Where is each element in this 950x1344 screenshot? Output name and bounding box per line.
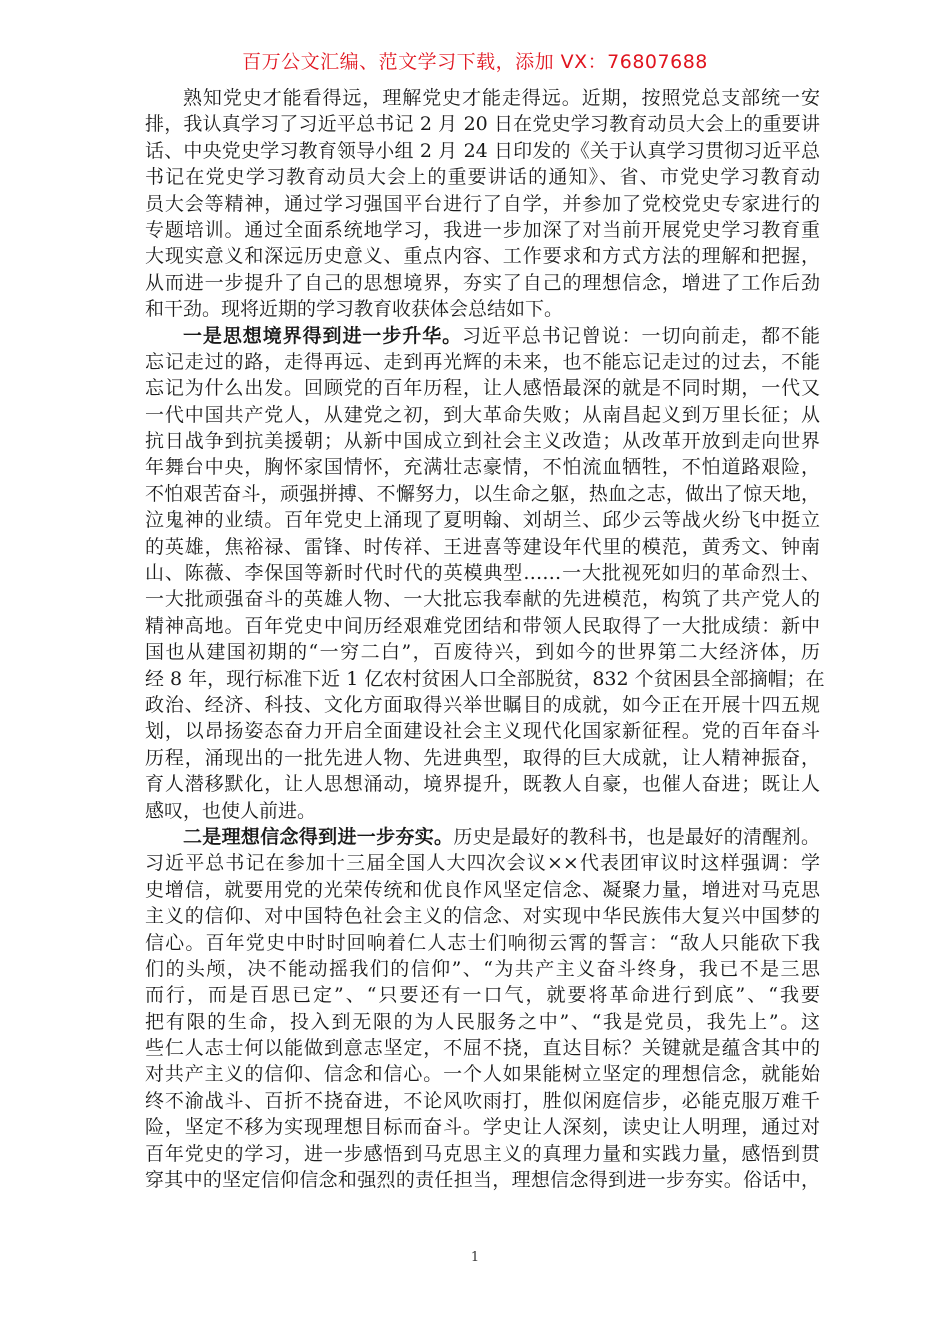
line-text: 从而进一步提升了自己的思想境界，夯实了自己的理想信念，增进了工作后劲 [145, 271, 820, 294]
line-text: 主义的信仰、对中国特色社会主义的信念、对实现中华民族伟大复兴中国梦的 [145, 905, 820, 928]
text-line [145, 1167, 820, 1193]
line-text: 抗日战争到抗美援朝；从新中国成立到社会主义改造；从改革开放到走向世界 [145, 430, 820, 453]
line-text: 不怕艰苦奋斗，顽强拼搏、不懈努力，以生命之躯，热血之志，做出了惊天地， [145, 482, 820, 505]
text-line [145, 164, 820, 190]
line-text: 习近平总书记在参加十三届全国人大四次会议××代表团审议时这样强调：学 [145, 852, 820, 875]
text-line [145, 1114, 820, 1140]
page-number: 1 [470, 1250, 480, 1265]
line-text: 大现实意义和深远历史意义、重点内容、工作要求和方式方法的理解和把握， [145, 245, 820, 268]
line-text: 习近平总书记曾说：一切向前走，都不能 [462, 324, 820, 347]
line-text: 书记在党史学习教育动员大会上的重要讲话的通知》、省、市党史学习教育动 [145, 166, 820, 189]
text-line [145, 560, 820, 586]
text-line [145, 982, 820, 1008]
line-text: 忘记为什么出发。回顾党的百年历程，让人感悟最深的就是不同时期，一代又 [145, 377, 820, 400]
line-text: 险，坚定不移为实现理想目标而奋斗。学史让人深刻，读史让人明理，通过对 [145, 1116, 820, 1139]
paragraph [145, 824, 820, 1193]
line-text: 划，以昂扬姿态奋力开启全面建设社会主义现代化国家新征程。党的百年奋斗 [145, 720, 820, 743]
line-text: 员大会等精神，通过学习强国平台进行了自学，并参加了党校党史专家进行的 [145, 192, 820, 215]
line-text: 排，我认真学习了习近平总书记 2 月 20 日在党史学习教育动员大会上的重要讲 [145, 113, 820, 136]
text-line [145, 1061, 820, 1087]
line-text: 政治、经济、科技、文化方面取得兴举世瞩目的成就，如今正在开展十四五规 [145, 693, 820, 716]
line-text: 年舞台中央，胸怀家国情怀，充满壮志豪情，不怕流血牺牲，不怕道路艰险， [145, 456, 820, 479]
line-text: 国也从建国初期的“一穷二白”，百废待兴，到如今的世界第二大经济体，历 [145, 641, 820, 664]
line-text: 话、中央党史学习教育领导小组 2 月 24 日印发的《关于认真学习贯彻习近平总 [145, 139, 820, 162]
text-line [145, 877, 820, 903]
text-line [145, 375, 820, 401]
text-line [145, 1035, 820, 1061]
text-line [145, 270, 820, 296]
line-text: 穿其中的坚定信仰信念和强烈的责任担当，理想信念得到进一步夯实。俗话中， [145, 1169, 820, 1192]
text-line [145, 613, 820, 639]
line-text: 忘记走过的路，走得再远、走到再光辉的未来，也不能忘记走过的过去，不能 [145, 350, 820, 373]
line-text: 而行，而是百思已定”、“只要还有一口气，就要将革命进行到底”、“我要 [145, 984, 820, 1007]
line-text: 山、陈薇、李保国等新时代时代的英模典型……一大批视死如归的革命烈士、 [145, 562, 820, 585]
text-line [145, 402, 820, 428]
line-text: 终不渝战斗、百折不挠奋进，不论风吹雨打，胜似闲庭信步，必能克服万难千 [145, 1089, 820, 1112]
text-line [145, 217, 820, 243]
line-text: 经 8 年，现行标准下近 1 亿农村贫困人口全部脱贫，832 个贫困县全部摘帽；在 [145, 667, 825, 690]
text-line [145, 1088, 820, 1114]
line-text: 历史是最好的教科书，也是最好的清醒剂。 [453, 825, 820, 848]
text-line [145, 1141, 820, 1167]
line-text: 精神高地。百年党史中间历经艰难党团结和带领人民取得了一大批成绩：新中 [145, 614, 820, 637]
line-text: 感叹，也使人前进。 [145, 799, 317, 822]
text-line [145, 956, 820, 982]
section-lead: 一是思想境界得到进一步升华。 [183, 324, 463, 347]
text-line [145, 850, 820, 876]
text-line [145, 771, 820, 797]
paragraph [145, 85, 820, 323]
line-text: 一代中国共产党人，从建党之初，到大革命失败；从南昌起义到万里长征；从 [145, 403, 820, 426]
line-text: 和干劲。现将近期的学习教育收获体会总结如下。 [145, 298, 564, 321]
text-line [145, 1009, 820, 1035]
text-line [145, 323, 820, 349]
text-line [145, 296, 820, 322]
document-body [145, 85, 825, 1193]
watermark-header: 百万公文汇编、范文学习下载，添加 VX：76807688 [242, 51, 708, 73]
line-text: 些仁人志士何以能做到意志坚定，不屈不挠，直达目标？关键就是蕴含其中的 [145, 1037, 820, 1060]
text-line [145, 718, 820, 744]
text-line [145, 903, 820, 929]
section-lead: 二是理想信念得到进一步夯实。 [183, 825, 454, 848]
text-line [145, 745, 820, 771]
text-line [145, 349, 820, 375]
text-line [145, 666, 825, 692]
line-text: 对共产主义的信仰、信念和信心。一个人如果能树立坚定的理想信念，就能始 [145, 1063, 820, 1086]
text-line [145, 534, 820, 560]
line-text: 们的头颅，决不能动摇我们的信仰”、“为共产主义奋斗终身，我已不是三思 [145, 957, 820, 980]
text-line [145, 798, 820, 824]
line-text: 的英雄，焦裕禄、雷锋、时传祥、王进喜等建设年代里的模范，黄秀文、钟南 [145, 535, 820, 558]
text-line [145, 243, 820, 269]
line-text: 百年党史的学习，进一步感悟到马克思主义的真理力量和实践力量，感悟到贯 [145, 1142, 820, 1165]
line-text: 史增信，就要用党的光荣传统和优良作风坚定信念、凝聚力量，增进对马克思 [145, 878, 820, 901]
line-text: 泣鬼神的业绩。百年党史上涌现了夏明翰、刘胡兰、邱少云等战火纷飞中挺立 [145, 509, 820, 532]
text-line [145, 586, 820, 612]
line-text: 育人潜移默化，让人思想涌动，境界提升，既教人自豪，也催人奋进；既让人 [145, 773, 820, 796]
text-line [145, 824, 820, 850]
text-line [145, 428, 820, 454]
line-text: 专题培训。通过全面系统地学习，我进一步加深了对当前开展党史学习教育重 [145, 218, 820, 241]
text-line [145, 930, 820, 956]
line-text: 一大批顽强奋斗的英雄人物、一大批忘我奉献的先进模范，构筑了共产党人的 [145, 588, 820, 611]
text-line [145, 481, 820, 507]
paragraph [145, 323, 825, 824]
line-text: 熟知党史才能看得远，理解党史才能走得远。近期，按照党总支部统一安 [183, 87, 820, 109]
text-line [145, 507, 820, 533]
text-line [145, 85, 820, 111]
line-text: 把有限的生命，投入到无限的为人民服务之中”、“我是党员，我先上”。这 [145, 1010, 820, 1033]
text-line [145, 454, 820, 480]
line-text: 历程，涌现出的一批先进人物、先进典型，取得的巨大成就，让人精神振奋， [145, 746, 820, 769]
text-line [145, 191, 820, 217]
text-line [145, 111, 820, 137]
line-text: 信心。百年党史中时时回响着仁人志士们响彻云霄的誓言：“敌人只能砍下我 [145, 931, 820, 954]
text-line [145, 692, 820, 718]
text-line [145, 138, 820, 164]
text-line [145, 639, 820, 665]
